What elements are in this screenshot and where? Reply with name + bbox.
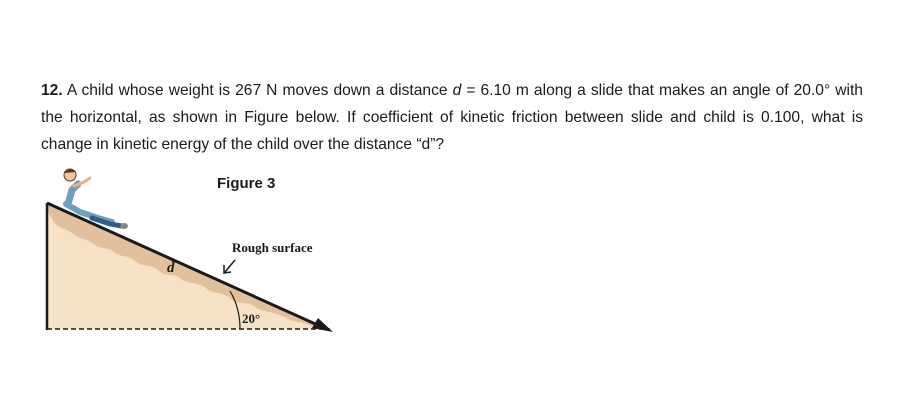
incline-figure (30, 160, 370, 345)
problem-text-part1: A child whose weight is 267 N moves down a distance (62, 82, 453, 99)
problem-number: 12. (41, 82, 63, 99)
distance-label-d: d (167, 260, 175, 276)
problem-variable-d: d (452, 82, 462, 99)
rough-surface-label: Rough surface (232, 240, 313, 255)
surface-pointer-arrow (225, 260, 235, 272)
angle-label: 20° (242, 311, 261, 326)
problem-text-part2: = 6.10 m along a slide that makes an angle of 20.0° with the horizontal, as shown in Figure below. If coefficient of kinetic friction between slide and child is 0.100, what is change in kinetic energy of the child over the distance “d”? (41, 82, 863, 153)
incline-arrowhead (312, 318, 333, 332)
problem-statement (41, 77, 863, 158)
figure-caption: Figure 3 (217, 175, 276, 192)
